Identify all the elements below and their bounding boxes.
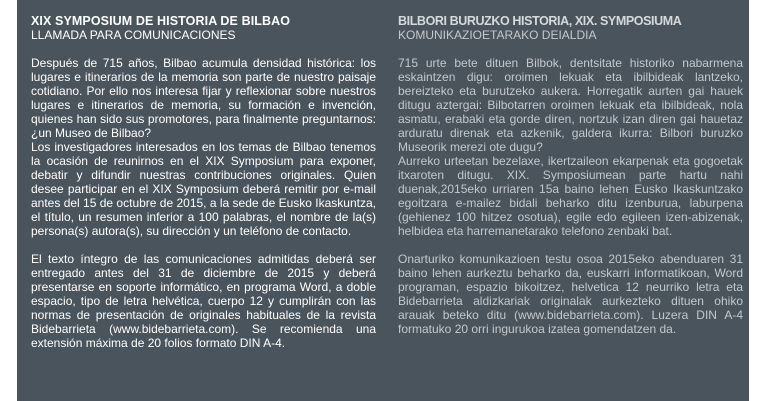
content-panel [17, 0, 749, 401]
spanish-paragraph: El texto íntegro de las comunicaciones admitidas deberá ser entregado antes del 31 de diciembre de 2015 y deberá presentarse en soporte informático, en programa Word, a doble espacio, tipo de letra helvética, cuerpo 12 y cumplirán con las normas de presentación de originales habituales de la revista Bidebarrieta (www.bidebarrieta.com). Se recomienda una extensión máxima de 20 folios formato DIN A-4. [31, 252, 376, 350]
basque-paragraph: Onarturiko komunikazioen testu osoa 2015eko abenduaren 31 baino lehen aurkeztu beharko da, euskarri informatikoan, Word programan, espazio bikoitzez, helvetica 12 neurriko letra eta Bidebarrieta aldizkariak originalak aurkezteko dituen ohiko arauak beteko ditu (www.bidebarrieta.com). Luzera DIN A-4 formatuko 20 orri ingurukoa izatea gomendatzen da. [398, 252, 743, 336]
spanish-subtitle: LLAMADA PARA COMUNICACIONES [31, 28, 236, 42]
basque-paragraph: 715 urte bete dituen Bilbok, dentsitate historiko nabarmena eskaintzen digu: oroimen lekuak eta ibilbideak lantzeko, bereizteko eta burutzeko aukera. Horregatik aurten gai hauek ditugu aztergai: Bilbotarren oroimen lekuak eta ibilbideak, nola asmatu, erabaki eta gorde diren, nortzuk izan diren gai hauetaz arduratu direnak eta azkenik, galdera ikurra: Bilbori buruzko Museorik merezi ote dugu? Aurreko urteetan bezelaxe, ikertzaileon ekarpenak eta gogoetak itxaroten ditugu. XIX. Symposiumean parte hartu nahi duenak,2015eko urriaren 15a baino lehen Eusko Ikaskuntzako egoitzara e-mailez bidali beharko ditu izenburua, laburpena (gehienez 100 hitzez osotua), egile edo egileen izen-abizenak, helbidea eta harremanetarako telefono zenbaki bat. [398, 56, 743, 238]
spanish-title: XIX SYMPOSIUM DE HISTORIA DE BILBAO [31, 14, 291, 28]
basque-subtitle: KOMUNIKAZIOETARAKO DEIALDIA [398, 28, 597, 42]
spanish-column [31, 14, 376, 350]
basque-title: BILBORI BURUZKO HISTORIA, XIX. SYMPOSIUMA [398, 14, 682, 28]
spanish-paragraph: Después de 715 años, Bilbao acumula densidad histórica: los lugares e itinerarios de la memoria son parte de nuestro paisaje cotidiano. Por ello nos interesa fijar y reflexionar sobre nuestros lugares e itinerarios de memoria, su formación e invención, quienes han sido sus promotores, para finalmente preguntarnos: ¿un Museo de Bilbao? Los investigadores interesados en los temas de Bilbao tenemos la ocasión de reunirnos en el XIX Symposium para exponer, debatir y difundir nuestras contribuciones originales. Quien desee participar en el XIX Symposium deberá remitir por e-mail antes del 15 de octubre de 2015, a la sede de Eusko Ikaskuntza, el título, un resumen inferior a 100 palabras, el nombre de la(s) persona(s) autora(s), su dirección y un teléfono de contacto. [31, 56, 376, 238]
basque-column [398, 14, 743, 336]
